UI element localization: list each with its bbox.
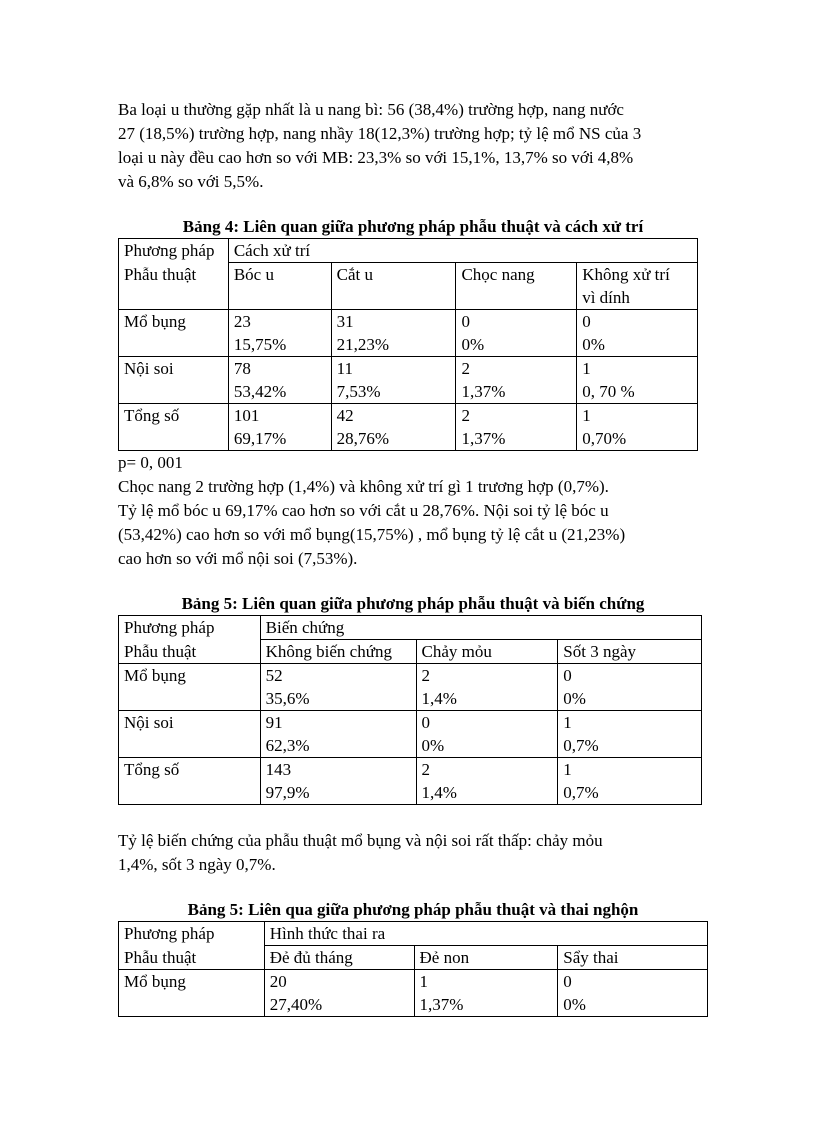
table-cell	[331, 404, 456, 451]
cell-percent: 27,40%	[269, 995, 323, 1014]
cell-percent: 0%	[563, 689, 586, 708]
table-cell	[228, 357, 331, 404]
cell-percent: 62,3%	[265, 736, 310, 755]
cell-count: 42	[336, 406, 354, 425]
table-cell	[228, 404, 331, 451]
table-cell	[264, 970, 414, 1017]
text-line: Ba loại u thường gặp nhất là u nang bì: 56 (38,4%) trường hợp, nang nước	[118, 100, 624, 119]
cell-count: 78	[233, 359, 251, 378]
row-label: Nội soi	[119, 357, 229, 404]
row-label: Mổ bụng	[119, 664, 261, 711]
cell-count: 31	[336, 312, 354, 331]
table-cell	[558, 711, 702, 758]
cell-count: 2	[421, 760, 431, 779]
cell-count: 2	[421, 666, 431, 685]
row-label: Mổ bụng	[119, 310, 229, 357]
table-row	[119, 711, 702, 758]
table-cell	[577, 404, 698, 451]
table-cell	[416, 758, 558, 805]
table4-group-header: Cách xử trí	[228, 239, 697, 263]
table-cell	[331, 310, 456, 357]
table5	[118, 615, 702, 805]
table4-col-header	[577, 263, 698, 310]
intro-paragraph	[118, 98, 703, 194]
row-label: Nội soi	[119, 711, 261, 758]
table6	[118, 921, 708, 1017]
cell-percent: 97,9%	[265, 783, 310, 802]
table5-col-header: Chảy mỏu	[416, 640, 558, 664]
cell-count: 11	[336, 359, 354, 378]
cell-count: 1	[582, 406, 591, 425]
cell-percent: 1,37%	[461, 382, 506, 401]
cell-percent: 0,70%	[582, 429, 627, 448]
cell-count: 2	[461, 406, 470, 425]
table4-col-header	[456, 263, 577, 310]
col-label: Cắt u	[336, 265, 374, 284]
row-label: Tổng số	[119, 758, 261, 805]
table-cell	[228, 310, 331, 357]
cell-count: 0	[421, 713, 431, 732]
table4	[118, 238, 698, 451]
table6-caption: Bảng 5: Liên qua giữa phương pháp phẫu thuật và thai nghộn	[187, 900, 639, 919]
cell-percent: 0,7%	[563, 783, 599, 802]
table5-caption: Bảng 5: Liên quan giữa phương pháp phẫu thuật và biến chứng	[181, 594, 645, 613]
col-label: Bóc u	[233, 265, 274, 284]
col-label: Chọc nang	[461, 265, 535, 284]
p-value: p= 0, 001	[118, 453, 183, 472]
table-cell	[558, 758, 702, 805]
cell-percent: 28,76%	[336, 429, 390, 448]
table-cell	[331, 357, 456, 404]
text-line: Chọc nang 2 trường hợp (1,4%) và không xử trí gì 1 trương hợp (0,7%).	[118, 477, 609, 496]
text-line: (53,42%) cao hơn so với mổ bụng(15,75%) , mổ bụng tỷ lệ cắt u (21,23%)	[118, 525, 626, 544]
table5-group-header: Biến chứng	[260, 616, 701, 640]
table6-col-header: Sẩy thai	[558, 946, 708, 970]
table-cell	[558, 664, 702, 711]
cell-percent: 7,53%	[336, 382, 381, 401]
cell-percent: 0,7%	[563, 736, 599, 755]
table5-col-header: Không biến chứng	[260, 640, 416, 664]
text-line: loại u này đều cao hơn so với MB: 23,3% so với 15,1%, 13,7% so với 4,8%	[118, 148, 634, 167]
table-cell	[456, 404, 577, 451]
table-row	[119, 970, 708, 1017]
document-page	[118, 98, 708, 1017]
table5-row-header-2: Phẫu thuật	[119, 640, 261, 664]
row-label: Tổng số	[119, 404, 229, 451]
cell-percent: 69,17%	[233, 429, 287, 448]
cell-percent: 0%	[461, 335, 485, 354]
table4-row-header-2: Phẫu thuật	[119, 263, 229, 310]
table6-row-header-1: Phương pháp	[119, 922, 265, 946]
table-row	[119, 404, 698, 451]
cell-count: 91	[265, 713, 283, 732]
table-cell	[260, 711, 416, 758]
table5-notes	[118, 829, 708, 877]
table-cell	[260, 664, 416, 711]
text-line: Tỷ lệ biến chứng của phẫu thuật mổ bụng và nội soi rất thấp: chảy mỏu	[118, 831, 603, 850]
table6-col-header: Đẻ non	[414, 946, 558, 970]
cell-count: 52	[265, 666, 283, 685]
table4-caption: Bảng 4: Liên quan giữa phương pháp phẫu thuật và cách xử trí	[182, 217, 644, 236]
table-cell	[456, 357, 577, 404]
text-line: 27 (18,5%) trường hợp, nang nhầy 18(12,3%) trường hợp; tỷ lệ mổ NS của 3	[118, 124, 642, 143]
table6-col-header: Đẻ đủ tháng	[264, 946, 414, 970]
table-cell	[456, 310, 577, 357]
cell-count: 0	[563, 972, 572, 991]
table-row	[119, 758, 702, 805]
table-cell	[558, 970, 708, 1017]
table-row	[119, 357, 698, 404]
cell-count: 23	[233, 312, 251, 331]
cell-percent: 15,75%	[233, 335, 287, 354]
table4-col-header	[228, 263, 331, 310]
cell-count: 20	[269, 972, 287, 991]
text-line: và 6,8% so với 5,5%.	[118, 172, 264, 191]
table-cell	[260, 758, 416, 805]
cell-percent: 21,23%	[336, 335, 390, 354]
table-cell	[577, 310, 698, 357]
cell-count: 2	[461, 359, 470, 378]
cell-count: 101	[233, 406, 260, 425]
table6-row-header-2: Phẫu thuật	[119, 946, 265, 970]
row-label: Mổ bụng	[119, 970, 265, 1017]
table5-col-header: Sốt 3 ngày	[558, 640, 702, 664]
table4-col-header	[331, 263, 456, 310]
cell-count: 0	[563, 666, 572, 685]
text-line: Tỷ lệ mổ bóc u 69,17% cao hơn so với cắt u 28,76%. Nội soi tỷ lệ bóc u	[118, 501, 609, 520]
cell-percent: 0, 70 %	[582, 382, 635, 401]
text-line: 1,4%, sốt 3 ngày 0,7%.	[118, 855, 276, 874]
table-cell	[414, 970, 558, 1017]
text-line: cao hơn so với mổ nội soi (7,53%).	[118, 549, 358, 568]
table4-notes	[118, 451, 708, 571]
table-row	[119, 310, 698, 357]
table-row	[119, 664, 702, 711]
cell-count: 1	[563, 760, 572, 779]
cell-percent: 53,42%	[233, 382, 287, 401]
cell-percent: 1,37%	[461, 429, 506, 448]
cell-percent: 1,4%	[421, 783, 457, 802]
table5-row-header-1: Phương pháp	[119, 616, 261, 640]
cell-percent: 1,4%	[421, 689, 457, 708]
cell-percent: 0%	[421, 736, 445, 755]
cell-percent: 0%	[582, 335, 605, 354]
table-cell	[416, 711, 558, 758]
cell-count: 1	[582, 359, 591, 378]
cell-count: 0	[461, 312, 470, 331]
cell-percent: 35,6%	[265, 689, 310, 708]
table6-group-header: Hình thức thai ra	[264, 922, 707, 946]
cell-percent: 1,37%	[419, 995, 464, 1014]
cell-count: 143	[265, 760, 292, 779]
col-label: Không xử trí	[582, 265, 670, 284]
cell-count: 1	[419, 972, 429, 991]
col-label-2: vì dính	[582, 288, 630, 307]
cell-percent: 0%	[563, 995, 586, 1014]
cell-count: 1	[563, 713, 572, 732]
table-cell	[416, 664, 558, 711]
table-cell	[577, 357, 698, 404]
cell-count: 0	[582, 312, 591, 331]
table4-row-header-1: Phương pháp	[119, 239, 229, 263]
